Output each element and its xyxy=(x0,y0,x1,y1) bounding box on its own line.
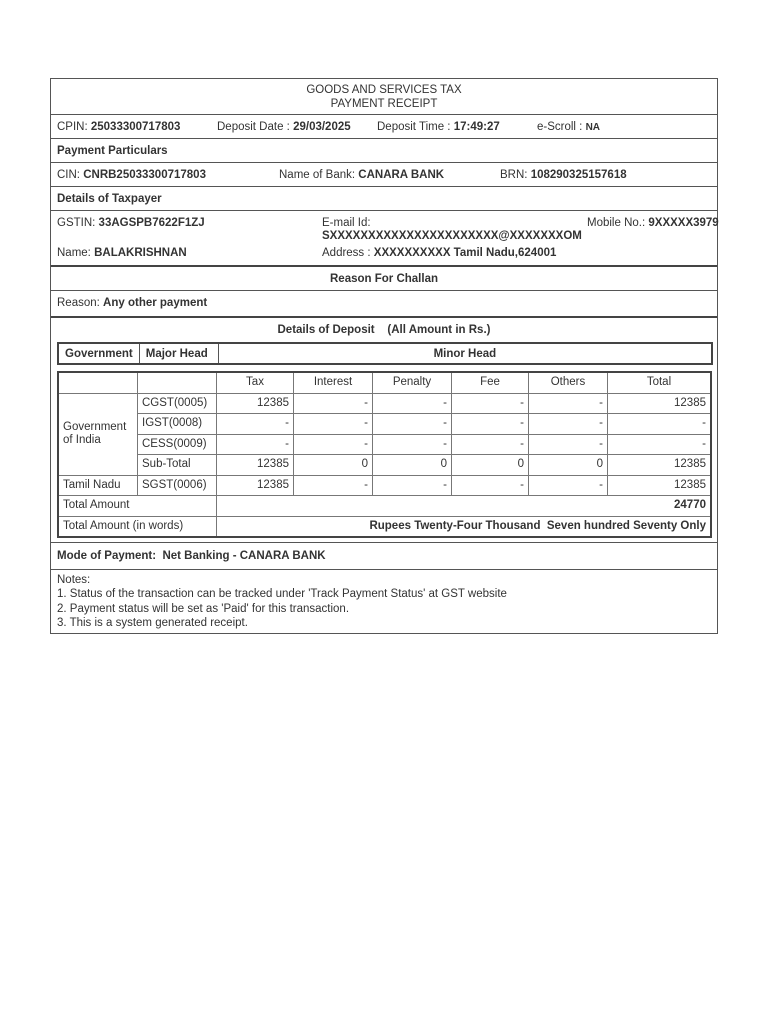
payment-mode-value: Net Banking - CANARA BANK xyxy=(162,550,326,562)
head-major: Major Head xyxy=(139,343,218,364)
address: Address : XXXXXXXXXX Tamil Nadu,624001 xyxy=(322,247,557,259)
col-others: Others xyxy=(529,372,608,393)
cin-value: CNRB25033300717803 xyxy=(83,169,206,181)
mobile-number: Mobile No.: 9XXXXX3979 xyxy=(587,217,719,229)
gstin: GSTIN: 33AGSPB7622F1ZJ xyxy=(57,217,205,229)
deposit-details xyxy=(51,318,717,543)
reason-value: Any other payment xyxy=(103,297,208,309)
cin-label: CIN: xyxy=(57,169,80,181)
col-fee: Fee xyxy=(452,372,529,393)
bank-name: Name of Bank: CANARA BANK xyxy=(279,169,445,181)
total-amount: 24770 xyxy=(217,496,712,517)
total-words-row: Total Amount (in words) Rupees Twenty-Four Thousand Seven hundred Seventy Only xyxy=(58,516,711,537)
header-subtitle: PAYMENT RECEIPT xyxy=(330,98,438,110)
deposit-time: Deposit Time : 17:49:27 xyxy=(377,121,500,133)
note-item: 1. Status of the transaction can be tracked under 'Track Payment Status' at GST website xyxy=(57,588,507,601)
reason-row: Reason: Any other payment xyxy=(51,291,717,318)
deposit-table xyxy=(57,371,712,538)
payment-receipt xyxy=(50,78,718,634)
col-total: Total xyxy=(608,372,712,393)
taxpayer-name: Name: BALAKRISHNAN xyxy=(57,247,187,259)
table-row: IGST(0008) - - - - - - xyxy=(58,414,711,435)
payment-particulars-row xyxy=(51,163,717,187)
table-row: CESS(0009) - - - - - - xyxy=(58,434,711,455)
deposit-details-title: Details of Deposit (All Amount in Rs.) xyxy=(277,324,491,336)
taxpayer-details xyxy=(51,211,717,267)
table-row: Government of India CGST(0005) 12385 - - - - 12385 xyxy=(58,393,711,414)
deposit-date: Deposit Date : 29/03/2025 xyxy=(217,121,351,133)
cpin-label: CPIN: xyxy=(57,121,88,133)
notes-title: Notes: xyxy=(57,574,91,586)
e-scroll: e-Scroll : NA xyxy=(537,121,601,133)
taxpayer-details-title: Details of Taxpayer xyxy=(51,187,717,211)
reason-for-challan-title: Reason For Challan xyxy=(51,267,717,291)
mode-of-payment: Mode of Payment: Net Banking - CANARA BANK xyxy=(51,543,717,570)
table-row: Sub-Total 12385 0 0 0 0 12385 xyxy=(58,455,711,476)
deposit-info-row xyxy=(51,115,717,139)
notes xyxy=(51,570,717,633)
brn: BRN: 108290325157618 xyxy=(500,169,627,181)
head-minor: Minor Head xyxy=(218,343,712,364)
column-header-row xyxy=(58,372,711,393)
cpin-value: 25033300717803 xyxy=(90,121,181,133)
note-item: 3. This is a system generated receipt. xyxy=(57,616,248,629)
col-tax: Tax xyxy=(217,372,294,393)
payment-particulars-title: Payment Particulars xyxy=(51,139,717,163)
header-title: GOODS AND SERVICES TAX xyxy=(306,84,462,96)
col-penalty: Penalty xyxy=(373,372,452,393)
total-amount-words: Rupees Twenty-Four Thousand Seven hundred Seventy Only xyxy=(217,516,712,537)
head-table xyxy=(57,342,713,365)
col-interest: Interest xyxy=(294,372,373,393)
table-row: Tamil Nadu SGST(0006) 12385 - - - - 12385 xyxy=(58,475,711,496)
note-item: 2. Payment status will be set as 'Paid' for this transaction. xyxy=(57,602,350,615)
head-government: Government xyxy=(58,343,139,364)
total-amount-row: Total Amount 24770 xyxy=(58,496,711,517)
email: E-mail Id: SXXXXXXXXXXXXXXXXXXXXXX@XXXXXXXOM xyxy=(322,217,582,242)
gov-india-cell: Government of India xyxy=(58,393,138,475)
receipt-header xyxy=(51,79,717,115)
